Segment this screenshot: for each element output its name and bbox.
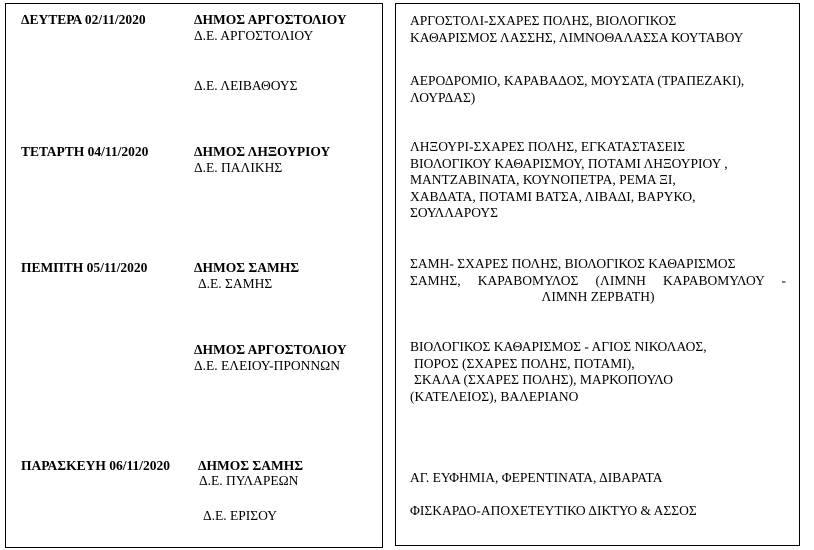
location-line: ΛΙΜΝΗ ΖΕΡΒΑΤΗ) <box>541 289 655 304</box>
location-line: (ΚΑΤΕΛΕΙΟΣ), ΒΑΛΕΡΙΑΝΟ <box>410 388 579 404</box>
locations-argostoliou <box>410 13 782 46</box>
municipality-lixouri: ΔΗΜΟΣ ΛΗΞΟΥΡΙΟΥ <box>194 144 331 159</box>
unit-argostoliou: Δ.Ε. ΑΡΓΟΣΤΟΛΙΟΥ <box>194 28 314 43</box>
unit-samis: Δ.Ε. ΣΑΜΗΣ <box>198 276 273 291</box>
unit-palikis: Δ.Ε. ΠΑΛΙΚΗΣ <box>194 160 283 175</box>
location-line: ΒΙΟΛΟΓΙΚΟΣ ΚΑΘΑΡΙΣΜΟΣ - ΑΓΙΟΣ ΝΙΚΟΛΑΟΣ, <box>410 339 707 354</box>
locations-pylareon <box>410 470 782 487</box>
locations-palikis <box>410 139 782 222</box>
location-line: ΧΑΒΔΑΤΑ, ΠΟΤΑΜΙ ΒΑΤΣΑ, ΛΙΒΑΔΙ, ΒΑΡΥΚΟ, <box>410 188 696 204</box>
locations-eleiou-pronnon <box>410 339 782 405</box>
locations-samis <box>410 256 786 306</box>
locations-erisou <box>410 503 782 520</box>
unit-pylareon: Δ.Ε. ΠΥΛΑΡΕΩΝ <box>199 473 299 488</box>
location-line: ΑΡΓΟΣΤΟΛΙ-ΣΧΑΡΕΣ ΠΟΛΗΣ, ΒΙΟΛΟΓΙΚΟΣ <box>410 13 677 28</box>
municipality-sami-2: ΔΗΜΟΣ ΣΑΜΗΣ <box>198 458 304 473</box>
location-line: ΣΟΥΛΛΑΡΟΥΣ <box>410 205 498 220</box>
unit-erisou: Δ.Ε. ΕΡΙΣΟΥ <box>203 508 277 523</box>
location-line: ΚΑΘΑΡΙΣΜΟΣ ΛΑΣΣΗΣ, ΛΙΜΝΟΘΑΛΑΣΣΑ ΚΟΥΤΑΒΟΥ <box>410 29 744 45</box>
location-line: ΛΟΥΡΔΑΣ) <box>410 89 476 105</box>
location-line: ΛΗΞΟΥΡΙ-ΣΧΑΡΕΣ ΠΟΛΗΣ, ΕΓΚΑΤΑΣΤΑΣΕΙΣ <box>410 139 686 154</box>
location-line: ΑΓ. ΕΥΦΗΜΙΑ, ΦΕΡΕΝΤΙΝΑΤΑ, ΔΙΒΑΡΑΤΑ <box>410 470 663 485</box>
location-line: ΑΕΡΟΔΡΟΜΙΟ, ΚΑΡΑΒΑΔΟΣ, ΜΟΥΣΑΤΑ (ΤΡΑΠΕΖΑΚΙ), <box>410 73 745 88</box>
municipality-sami-1: ΔΗΜΟΣ ΣΑΜΗΣ <box>194 260 300 275</box>
location-line: ΜΑΝΤΖΑΒΙΝΑΤΑ, ΚΟΥΝΟΠΕΤΡΑ, ΡΕΜΑ ΞΙ, <box>410 172 676 187</box>
location-line: ΦΙΣΚΑΡΔΟ-ΑΠΟΧΕΤΕΥΤΙΚΟ ΔΙΚΤΥΟ & ΑΣΣΟΣ <box>410 503 697 518</box>
day-date-thursday: ΠΕΜΠΤΗ 05/11/2020 <box>21 260 148 275</box>
location-line: ΠΟΡΟΣ (ΣΧΑΡΕΣ ΠΟΛΗΣ, ΠΟΤΑΜΙ), <box>414 355 635 371</box>
unit-leivathous: Δ.Ε. ΛΕΙΒΑΘΟΥΣ <box>194 78 298 93</box>
location-line: ΣΚΑΛΑ (ΣΧΑΡΕΣ ΠΟΛΗΣ), ΜΑΡΚΟΠΟΥΛΟ <box>414 372 674 387</box>
unit-eleiou-pronnon: Δ.Ε. ΕΛΕΙΟΥ-ΠΡΟΝΝΩΝ <box>194 358 340 373</box>
location-line: ΣΑΜΗΣ, ΚΑΡΑΒΟΜΥΛΟΣ (ΛΙΜΝΗ ΚΑΡΑΒΟΜΥΛΟΥ - <box>410 272 786 288</box>
day-date-wednesday: ΤΕΤΑΡΤΗ 04/11/2020 <box>21 144 149 159</box>
day-date-monday: ΔΕΥΤΕΡΑ 02/11/2020 <box>21 12 146 27</box>
locations-leivathous <box>410 73 782 106</box>
location-line: ΒΙΟΛΟΓΙΚΟΥ ΚΑΘΑΡΙΣΜΟΥ, ΠΟΤΑΜΙ ΛΗΞΟΥΡΙΟΥ , <box>410 155 728 171</box>
location-line: ΣΑΜΗ- ΣΧΑΡΕΣ ΠΟΛΗΣ, ΒΙΟΛΟΓΙΚΟΣ ΚΑΘΑΡΙΣΜΟΣ <box>410 256 736 271</box>
municipality-argostoli-1: ΔΗΜΟΣ ΑΡΓΟΣΤΟΛΙΟΥ <box>194 12 347 27</box>
municipality-argostoli-2: ΔΗΜΟΣ ΑΡΓΟΣΤΟΛΙΟΥ <box>194 342 347 357</box>
day-date-friday: ΠΑΡΑΣΚΕΥΗ 06/11/2020 <box>21 458 170 473</box>
